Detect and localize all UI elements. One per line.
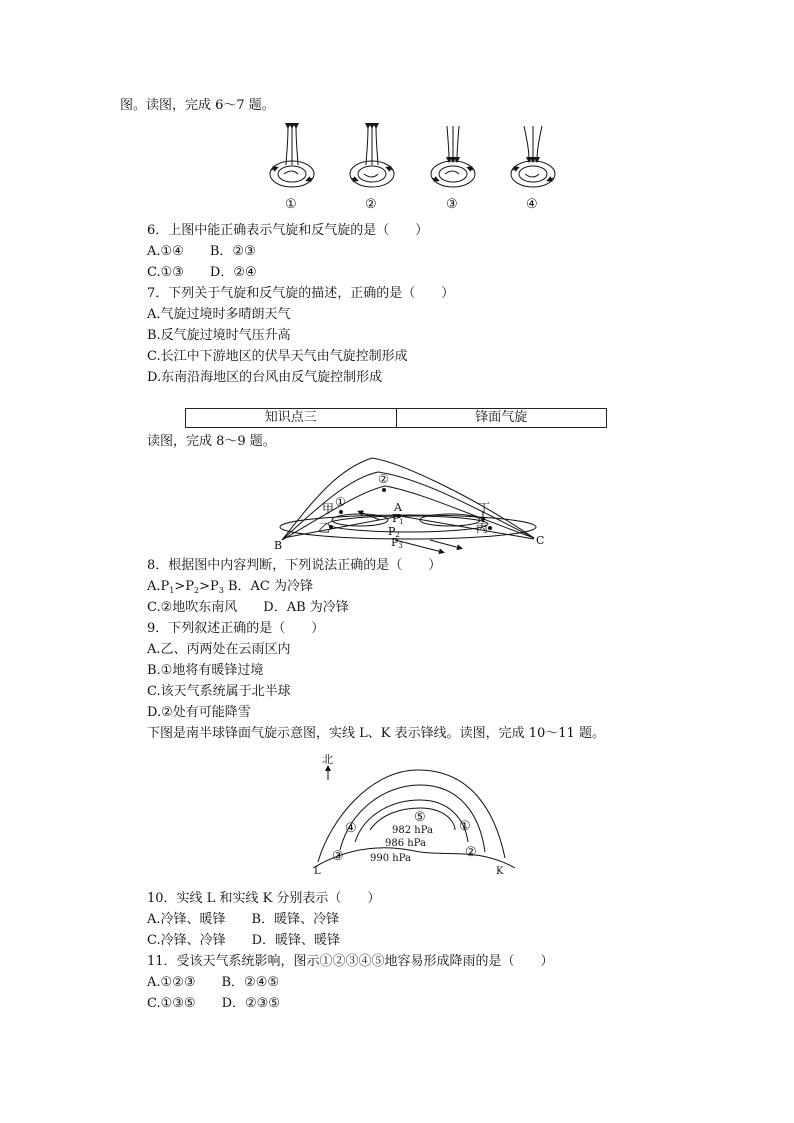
q10-options-1: A.冷锋、暖锋 B．暖锋、冷锋 [147, 912, 340, 927]
q8-options-1: $A.P_1>P_2>P_3$ B．AC 为冷锋 [147, 579, 313, 595]
label-K: K [496, 866, 504, 877]
label-ding: 丁 [478, 501, 491, 515]
q8-stem: 8．根据图中内容判断，下列说法正确的是（ ） [147, 558, 442, 573]
q9-stem: 9．下列叙述正确的是（ ） [147, 621, 325, 636]
q8-options-2: C.②地吹东南风 D．AB 为冷锋 [147, 600, 349, 615]
label-L: L [314, 866, 321, 877]
label-circle-5: ⑤ [414, 810, 426, 825]
label-B: B [274, 539, 283, 552]
label-circle-4: ④ [345, 821, 357, 836]
q9-option-b: B.①地将有暖锋过境 [147, 663, 264, 678]
kp-left-cell: 知识点三 [264, 410, 317, 425]
label-bing: 丙 [476, 521, 489, 535]
q10-stem: 10．实线 L 和实线 K 分别表示（ ） [147, 891, 381, 906]
q7-option-a: A.气旋过境时多晴朗天气 [147, 307, 291, 322]
label-P1: P1 [392, 512, 404, 526]
label-circle-3: ③ [332, 849, 344, 864]
label-P3: P3 [391, 536, 403, 550]
q11-options-2: C.①③⑤ D．②③⑤ [147, 996, 280, 1011]
q9-option-a: A.乙、丙两处在云雨区内 [147, 642, 291, 657]
isobar-982: 982 hPa [392, 825, 433, 836]
intro-q8-9: 读图，完成 8～9 题。 [147, 434, 276, 449]
fig1-label-4: ④ [526, 197, 538, 212]
q7-option-d: D.东南沿海地区的台风由反气旋控制形成 [147, 370, 383, 385]
q7-option-b: B.反气旋过境时气压升高 [147, 328, 291, 343]
north-label: 北 [322, 753, 333, 766]
q10-options-2: C.冷锋、冷锋 D．暖锋、暖锋 [147, 933, 341, 948]
q6-options-1: A.①④ B．②③ [147, 244, 256, 259]
label-circle-2: ② [378, 472, 389, 486]
fig1-label-2: ② [365, 197, 377, 212]
q7-stem: 7．下列关于气旋和反气旋的描述，正确的是（ ） [147, 286, 455, 301]
fig1-label-3: ③ [446, 197, 458, 212]
label-circle-2: ② [465, 845, 477, 860]
q6-stem: 6．上图中能正确表示气旋和反气旋的是（ ） [147, 223, 429, 238]
label-circle-1: ① [335, 495, 346, 509]
q11-stem: 11．受该天气系统影响，图示①②③④⑤地容易形成降雨的是（ ） [147, 954, 554, 969]
label-P2: P2 [388, 525, 400, 539]
label-circle-1: ① [459, 819, 471, 834]
q7-option-c: C.长江中下游地区的伏旱天气由气旋控制形成 [147, 349, 408, 364]
label-C: C [536, 534, 545, 547]
label-A: A [394, 501, 402, 514]
q6-options-2: C.①③ D．②④ [147, 265, 257, 280]
kp-right-cell: 锋面气旋 [396, 409, 607, 427]
intro-q6-7: 图。读图，完成 6～7 题。 [120, 98, 275, 113]
q9-option-c: C.该天气系统属于北半球 [147, 684, 291, 699]
intro-q10-11: 下图是南半球锋面气旋示意图，实线 L、K 表示锋线。读图，完成 10～11 题。 [147, 726, 605, 741]
q9-option-d: D.②处有可能降雪 [147, 705, 251, 720]
q11-options-1: A.①②③ B．②④⑤ [147, 975, 279, 990]
fig1-label-1: ① [285, 197, 297, 212]
isobar-990: 990 hPa [370, 853, 411, 864]
isobar-986: 986 hPa [385, 838, 426, 849]
label-yi: 乙 [318, 521, 331, 535]
label-jia: 甲 [322, 502, 335, 516]
